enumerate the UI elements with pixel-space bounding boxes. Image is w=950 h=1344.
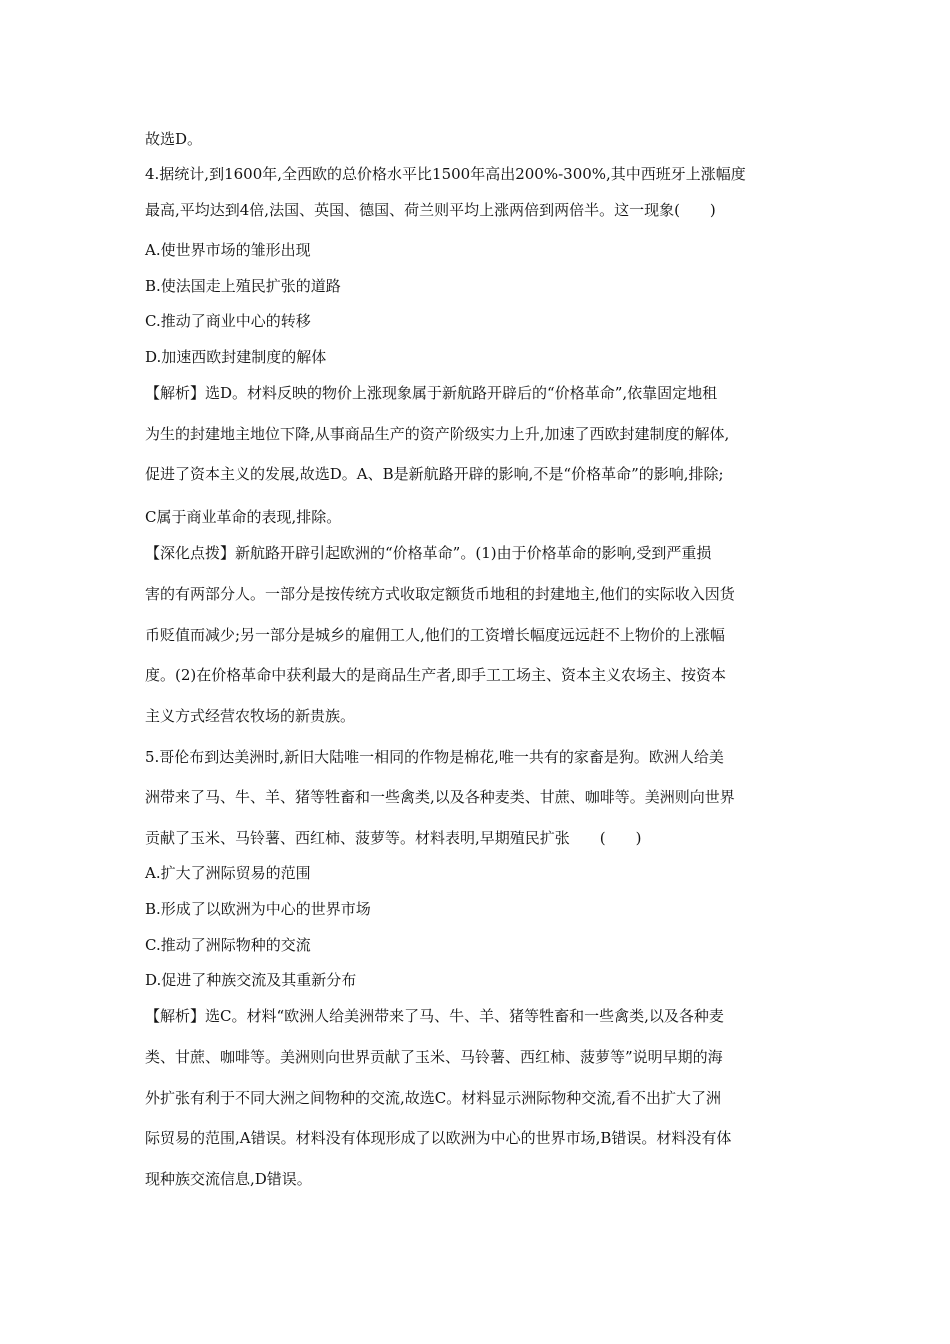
question-5-option-a: A.扩大了洲际贸易的范围 [145,864,311,882]
question-5-analysis: 际贸易的范围,A错误。材料没有体现形成了以欧洲为中心的世界市场,B错误。材料没有体 [145,1129,732,1147]
deepening-note: 害的有两部分人。一部分是按传统方式收取定额货币地租的封建地主,他们的实际收入因货 [145,585,735,603]
question-4-analysis: C属于商业革命的表现,排除。 [145,508,342,526]
question-5-analysis: 类、甘蔗、咖啡等。美洲则向世界贡献了玉米、马铃薯、西红柿、菠萝等”说明早期的海 [145,1048,723,1066]
question-5-option-b: B.形成了以欧洲为中心的世界市场 [145,900,371,918]
question-5-analysis: 外扩张有利于不同大洲之间物种的交流,故选C。材料显示洲际物种交流,看不出扩大了洲 [145,1089,722,1107]
question-5-stem: 5.哥伦布到达美洲时,新旧大陆唯一相同的作物是棉花,唯一共有的家畜是狗。欧洲人给美 [145,748,724,766]
question-5-stem: 贡献了玉米、马铃薯、西红柿、菠萝等。材料表明,早期殖民扩张 ( ) [145,829,642,847]
question-5-option-c: C.推动了洲际物种的交流 [145,936,311,954]
question-5-stem: 洲带来了马、牛、羊、猪等牲畜和一些禽类,以及各种麦类、甘蔗、咖啡等。美洲则向世界 [145,788,735,806]
deepening-note: 度。(2)在价格革命中获利最大的是商品生产者,即手工工场主、资本主义农场主、按资本 [145,666,727,684]
question-4-analysis: 为生的封建地主地位下降,从事商品生产的资产阶级实力上升,加速了西欧封建制度的解体, [145,425,730,443]
deepening-note: 主义方式经营农牧场的新贵族。 [145,707,356,725]
question-4-option-b: B.使法国走上殖民扩张的道路 [145,277,341,295]
question-5-analysis: 【解析】选C。材料“欧洲人给美洲带来了马、牛、羊、猪等牲畜和一些禽类,以及各种麦 [145,1007,724,1025]
question-4-analysis: 【解析】选D。材料反映的物价上涨现象属于新航路开辟后的“价格革命”,依靠固定地租 [145,384,718,402]
question-4-option-c: C.推动了商业中心的转移 [145,312,311,330]
question-4-option-a: A.使世界市场的雏形出现 [145,241,311,259]
deepening-note: 【深化点拨】新航路开辟引起欧洲的“价格革命”。(1)由于价格革命的影响,受到严重损 [145,544,712,562]
text-line: 故选D。 [145,130,203,148]
deepening-note: 币贬值而减少;另一部分是城乡的雇佣工人,他们的工资增长幅度远远赶不上物价的上涨幅 [145,626,725,644]
question-4-stem: 最高,平均达到4倍,法国、英国、德国、荷兰则平均上涨两倍到两倍半。这一现象( ) [145,201,716,219]
question-4-analysis: 促进了资本主义的发展,故选D。A、B是新航路开辟的影响,不是“价格革命”的影响,排除; [145,465,724,483]
question-5-option-d: D.促进了种族交流及其重新分布 [145,971,357,989]
question-5-analysis: 现种族交流信息,D错误。 [145,1170,312,1188]
question-4-stem: 4.据统计,到1600年,全西欧的总价格水平比1500年高出200%-300%,其中西班牙上涨幅度 [145,165,746,183]
question-4-option-d: D.加速西欧封建制度的解体 [145,348,327,366]
